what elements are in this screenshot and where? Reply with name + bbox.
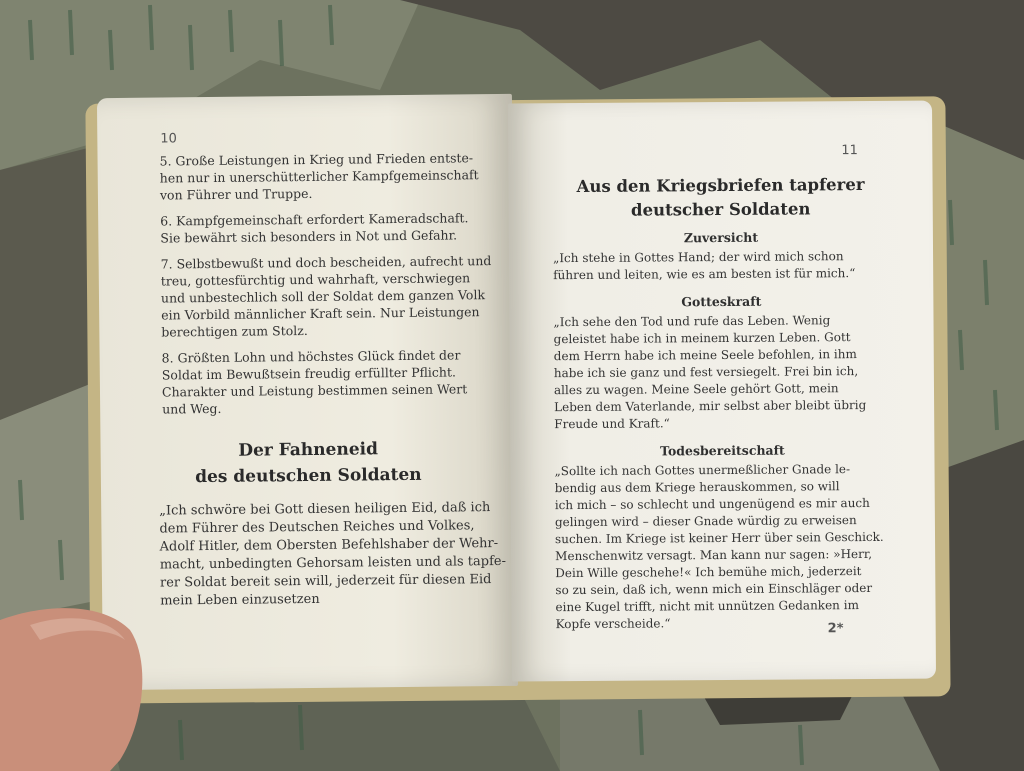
section-heading: des deutschen Soldaten [195, 464, 422, 488]
text-line: berechtigen zum Stolz. [161, 322, 308, 340]
text-line: ein Vorbild männlicher Kraft sein. Nur Leistungen [161, 304, 480, 323]
letter-line: Leben dem Vaterlande, mir selbst aber bleibt übrig [554, 397, 867, 415]
letter-title: Todesbereitschaft [660, 442, 785, 459]
oath-line: Adolf Hitler, dem Obersten Befehlshaber der Wehr- [159, 536, 499, 555]
section-heading: Der Fahneneid [238, 439, 379, 461]
letter-line: „Ich stehe in Gottes Hand; der wird mich schon [553, 249, 844, 266]
page-number: 11 [841, 143, 858, 159]
oath-line: dem Führer des Deutschen Reiches und Volkes, [159, 518, 475, 537]
signature-mark: 2* [827, 621, 844, 637]
letter-line: „Ich sehe den Tod und rufe das Leben. Wenig [553, 313, 831, 330]
text-line: 7. Selbstbewußt und doch bescheiden, aufrecht und [160, 253, 492, 272]
text-line: Charakter und Leistung bestimmen seinen Wert [161, 381, 468, 400]
letter-line: bendig aus dem Kriege herauskommen, so will [554, 479, 840, 496]
text-line: treu, gottesfürchtig und wahrhaft, verschwiegen [160, 270, 471, 289]
text-line: von Führer und Truppe. [159, 185, 313, 203]
letter-line: Dein Wille geschehe!« Ich bemühe mich, jederzeit [555, 564, 862, 581]
section-heading: deutscher Soldaten [630, 199, 811, 220]
text-line: Sie bewährt sich besonders in Not und Gefahr. [160, 227, 458, 246]
text-line: Soldat im Bewußtsein freudig erfüllter Pflicht. [161, 364, 457, 383]
letter-line: habe ich sie ganz und fest versiegelt. Frei bin ich, [553, 364, 859, 381]
oath-line: rer Soldat bereit sein will, jederzeit für diesen Eid [159, 572, 492, 591]
letter-title: Gotteskraft [681, 293, 762, 310]
oath-line: „Ich schwöre bei Gott diesen heiligen Eid, daß ich [159, 500, 491, 519]
text-line: hen nur in unerschütterlicher Kampfgemeinschaft [159, 167, 479, 186]
letter-line: dem Herrn habe ich meine Seele befohlen, in ihm [553, 347, 857, 364]
letter-line: alles zu wagen. Meine Seele gehört Gott, mein [553, 381, 839, 398]
letter-line: eine Kugel trifft, nicht mit unnützen Gedanken im [555, 598, 859, 615]
text-line: 5. Große Leistungen in Krieg und Frieden entste- [159, 150, 474, 169]
text-line: 6. Kampfgemeinschaft erfordert Kameradschaft. [160, 210, 469, 229]
letter-line: Menschenwitz versagt. Man kann nur sagen: »Herr, [555, 546, 873, 564]
oath-line: macht, unbedingten Gehorsam leisten und als tapfe- [159, 553, 507, 573]
page-number: 10 [160, 131, 177, 147]
letter-line: „Sollte ich nach Gottes unermeßlicher Gnade le- [554, 462, 851, 479]
letter-line: Freude und Kraft.“ [554, 416, 670, 432]
oath-line: mein Leben einzusetzen [160, 591, 320, 609]
text-line: und Weg. [162, 400, 222, 417]
letter-line: suchen. Im Kriege ist keiner Herr über sein Geschick. [554, 529, 884, 547]
letter-title: Zuversicht [683, 229, 759, 246]
text-line: und unbestechlich soll der Soldat dem ganzen Volk [160, 287, 486, 306]
letter-line: führen und leiten, wie es am besten ist für mich.“ [553, 266, 856, 283]
letter-line: gelingen wird – dieser Gnade würdig zu erweisen [554, 513, 857, 530]
text-line: 8. Größten Lohn und höchstes Glück findet der [161, 347, 461, 366]
letter-line: so zu sein, daß ich, wenn mich ein Einschläger oder [555, 580, 873, 598]
letter-line: Kopfe verscheide.“ [555, 616, 671, 632]
letter-line: geleistet habe ich in meinem kurzen Leben. Gott [553, 330, 851, 347]
section-heading: Aus den Kriegsbriefen tapferer [576, 175, 865, 197]
letter-line: ich mich – so schlecht und ungenügend es mir auch [554, 495, 870, 513]
